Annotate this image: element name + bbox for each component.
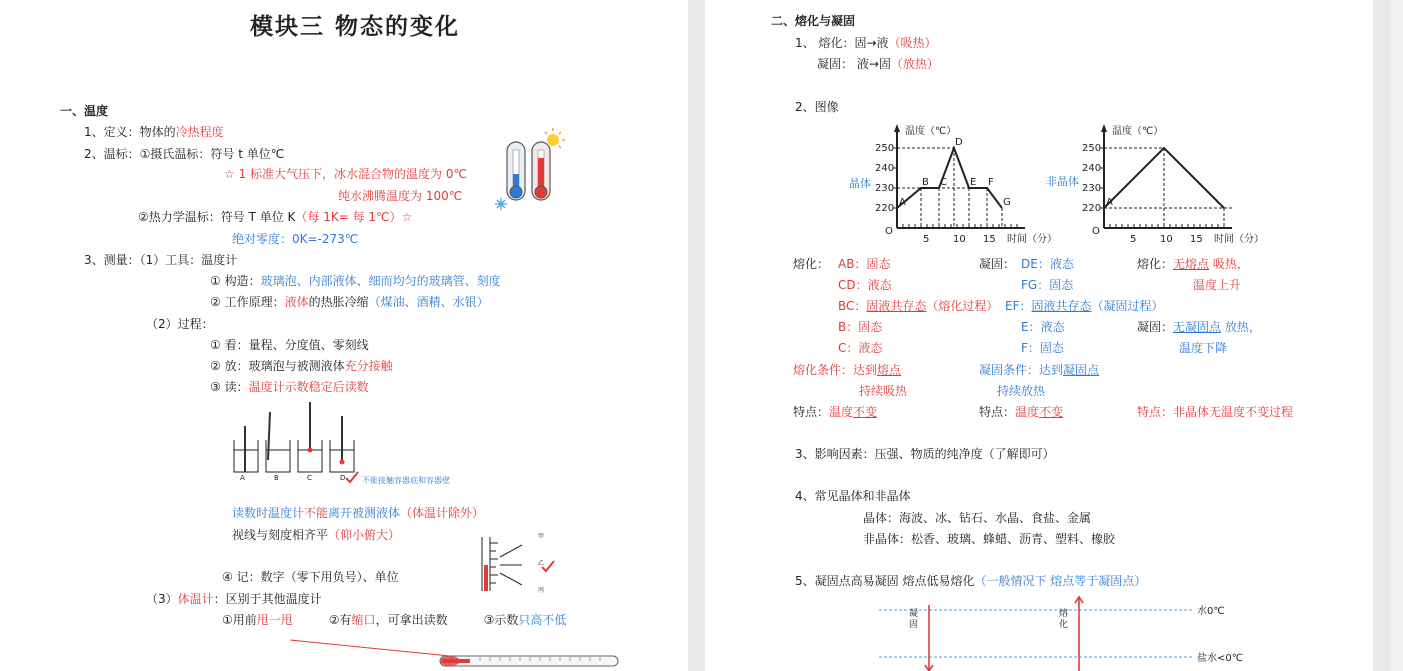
amorphous-chart: [1082, 118, 1264, 246]
melt-c: C：液态: [838, 341, 883, 355]
salt-water-label: 盐水<0℃: [1197, 653, 1243, 664]
read-line: ③ 读：温度计示数稳定后读数: [210, 380, 369, 394]
solidify-def: 凝固： 液→固（放热）: [817, 57, 939, 71]
amorphous-solid-temp: 温度下降: [1179, 341, 1228, 355]
crystal-xtick-label: 15: [983, 234, 996, 245]
amorphous-melt-temp: 温度上升: [1193, 278, 1242, 292]
eye-label-b: 乙: [538, 560, 545, 567]
melt-b: B：固态: [838, 320, 883, 334]
clinical-thermometer-line: （3）体温计：区别于其他温度计: [146, 592, 322, 606]
reading-line: 读数时温度计不能离开被测液体（体温计除外）: [232, 506, 485, 520]
kelvin-line: ②热力学温标：符号 T 单位 K（每 1K= 每 1℃）☆: [138, 210, 413, 224]
crystal-ytick-label: 220: [875, 203, 895, 214]
melting-def: 1、 熔化：固→液（吸热）: [795, 36, 937, 50]
beaker-note: 不能接触容器底和容器壁: [362, 476, 450, 485]
solid-condition: 凝固条件：达到凝固点: [979, 363, 1100, 377]
page-title: 模块三 物态的变化: [250, 14, 461, 40]
amorphous-xtick-label: 10: [1160, 234, 1173, 245]
melt-condition-2: 持续吸热: [859, 384, 908, 398]
crystal-point-C: C: [940, 177, 947, 188]
water-label: 水0℃: [1197, 606, 1225, 617]
amorphous-origin: O: [1092, 226, 1100, 237]
clinical-thermometer-graphic: [290, 640, 630, 670]
freezing-point-diagram: [875, 595, 1215, 671]
beakers-diagram: [228, 400, 368, 485]
beaker-label-d: D: [340, 474, 346, 482]
amorphous-ytick-label: 220: [1082, 203, 1102, 214]
point-rule: 5、凝固点高易凝固 熔点低易熔化（一般情况下 熔点等于凝固点）: [795, 574, 1147, 588]
amorphous-label: 非晶体: [1046, 175, 1079, 188]
amorphous-melt: 熔化：无熔点 吸热，: [1137, 257, 1249, 271]
melt-ab: AB：固态: [838, 257, 891, 271]
graph-heading: 2、图像: [795, 100, 839, 114]
solid-f: F：固态: [1021, 341, 1064, 355]
section-temperature-heading: 一、温度: [60, 104, 109, 118]
diagram-rong-1: 熔: [1059, 609, 1069, 619]
principle-line: ② 工作原理：液体的热胀冷缩（煤油、酒精、水银）: [210, 295, 489, 309]
clinical-features-line: ①用前甩一甩 ②有缩口，可拿出读数 ③示数只高不低: [222, 613, 567, 627]
solid-fg: FG：固态: [1021, 278, 1074, 292]
scale-line: 2、温标：①摄氏温标：符号 t 单位℃: [84, 147, 285, 161]
scrollbar[interactable]: [1391, 0, 1403, 671]
amorphous-y-arrow: [1101, 124, 1107, 132]
process-line: （2）过程：: [146, 317, 214, 331]
ice-point-line: ☆ 1 标准大气压下，冰水混合物的温度为 0℃: [224, 167, 467, 181]
eye-label-a: 甲: [538, 533, 545, 540]
eye-label-c: 丙: [538, 587, 545, 594]
structure-line: ① 构造：玻璃泡、内部液体、细而均匀的玻璃管、刻度: [210, 274, 501, 288]
crystal-xtick-label: 10: [953, 234, 966, 245]
melt-cd: CD：液态: [838, 278, 892, 292]
crystal-ytick-label: 240: [875, 163, 895, 174]
beaker-label-b: B: [274, 474, 279, 482]
amorphous-xtick-label: 15: [1190, 234, 1203, 245]
crystal-ytick-label: 230: [875, 183, 895, 194]
solid-ef: EF：固液共存态（凝固过程）: [1005, 299, 1164, 313]
crystal-chart: [875, 118, 1057, 246]
amorphous-ytick-label: 240: [1082, 163, 1102, 174]
crystal-xtick-label: 5: [923, 234, 930, 245]
measure-line: 3、测量：（1）工具：温度计: [84, 253, 238, 267]
crystal-xlabel: 时间（分）: [1007, 234, 1057, 245]
section-melting-heading: 二、熔化与凝固: [771, 14, 856, 28]
melt-condition: 熔化条件：达到熔点: [793, 363, 902, 377]
diagram-ning-1: 凝: [909, 609, 919, 619]
right-page: [705, 0, 1373, 671]
sight-line: 视线与刻度相齐平（仰小俯大）: [232, 528, 401, 542]
crystal-point-D: D: [955, 137, 963, 148]
solid-feature: 特点：温度不变: [979, 405, 1064, 419]
crystal-point-F: F: [988, 177, 994, 188]
crystal-examples: 晶体：海波、冰、钻石、水晶、食盐、金属: [863, 511, 1092, 525]
amorphous-examples: 非晶体：松香、玻璃、蜂蜡、沥青、塑料、橡胶: [863, 532, 1116, 546]
melt-bc: BC：固液共存态（熔化过程）: [838, 299, 999, 313]
amorphous-ytick-label: 250: [1082, 143, 1102, 154]
amorphous-point-A: A: [1106, 197, 1113, 208]
amorphous-ylabel: 温度（℃）: [1112, 126, 1164, 137]
amorphous-solid: 凝固：无凝固点 放热，: [1137, 320, 1261, 334]
def-line: 1、定义：物体的冷热程度: [84, 125, 224, 139]
place-line: ② 放：玻璃泡与被测液体充分接触: [210, 359, 393, 373]
boiling-point-line: 纯水沸腾温度为 100℃: [338, 189, 463, 203]
beaker-label-c: C: [307, 474, 312, 482]
absolute-zero-line: 绝对零度：0K=-273℃: [232, 232, 359, 246]
factors-line: 3、影响因素：压强、物质的纯净度（了解即可）: [795, 447, 1055, 461]
beaker-label-a: A: [240, 474, 245, 482]
amorphous-xtick-label: 5: [1130, 234, 1137, 245]
melt-feature: 特点：温度不变: [793, 405, 878, 419]
crystal-label: 晶体: [849, 177, 871, 190]
look-line: ① 看：量程、分度值、零刻线: [210, 338, 369, 352]
crystal-curve: [897, 148, 1002, 208]
solid-condition-2: 持续放热: [997, 384, 1046, 398]
crystal-point-B: B: [922, 177, 929, 188]
crystal-point-E: E: [970, 177, 977, 188]
crystal-y-arrow: [894, 124, 900, 132]
crystal-ytick-label: 250: [875, 143, 895, 154]
solid-e: E：液态: [1021, 320, 1065, 334]
crystal-point-A: A: [899, 197, 906, 208]
diagram-ning-2: 固: [909, 620, 919, 630]
diagram-rong-2: 化: [1059, 620, 1069, 630]
crystal-origin: O: [885, 226, 893, 237]
crystal-ylabel: 温度（℃）: [905, 126, 957, 137]
common-heading: 4、常见晶体和非晶体: [795, 489, 911, 503]
amorphous-ytick-label: 230: [1082, 183, 1102, 194]
crystal-point-G: G: [1003, 197, 1011, 208]
amorphous-xlabel: 时间（分）: [1214, 234, 1264, 245]
solid-de: DE：液态: [1021, 257, 1074, 271]
melt-col-label: 熔化：: [793, 257, 830, 271]
eye-level-diagram: [478, 535, 558, 595]
left-page: [0, 0, 688, 671]
thermometer-icon: [495, 128, 570, 213]
record-line: ④ 记：数字（零下用负号）、单位: [222, 570, 399, 584]
solid-col-label: 凝固：: [979, 257, 1016, 271]
amorphous-feature: 特点：非晶体无温度不变过程: [1137, 405, 1294, 419]
